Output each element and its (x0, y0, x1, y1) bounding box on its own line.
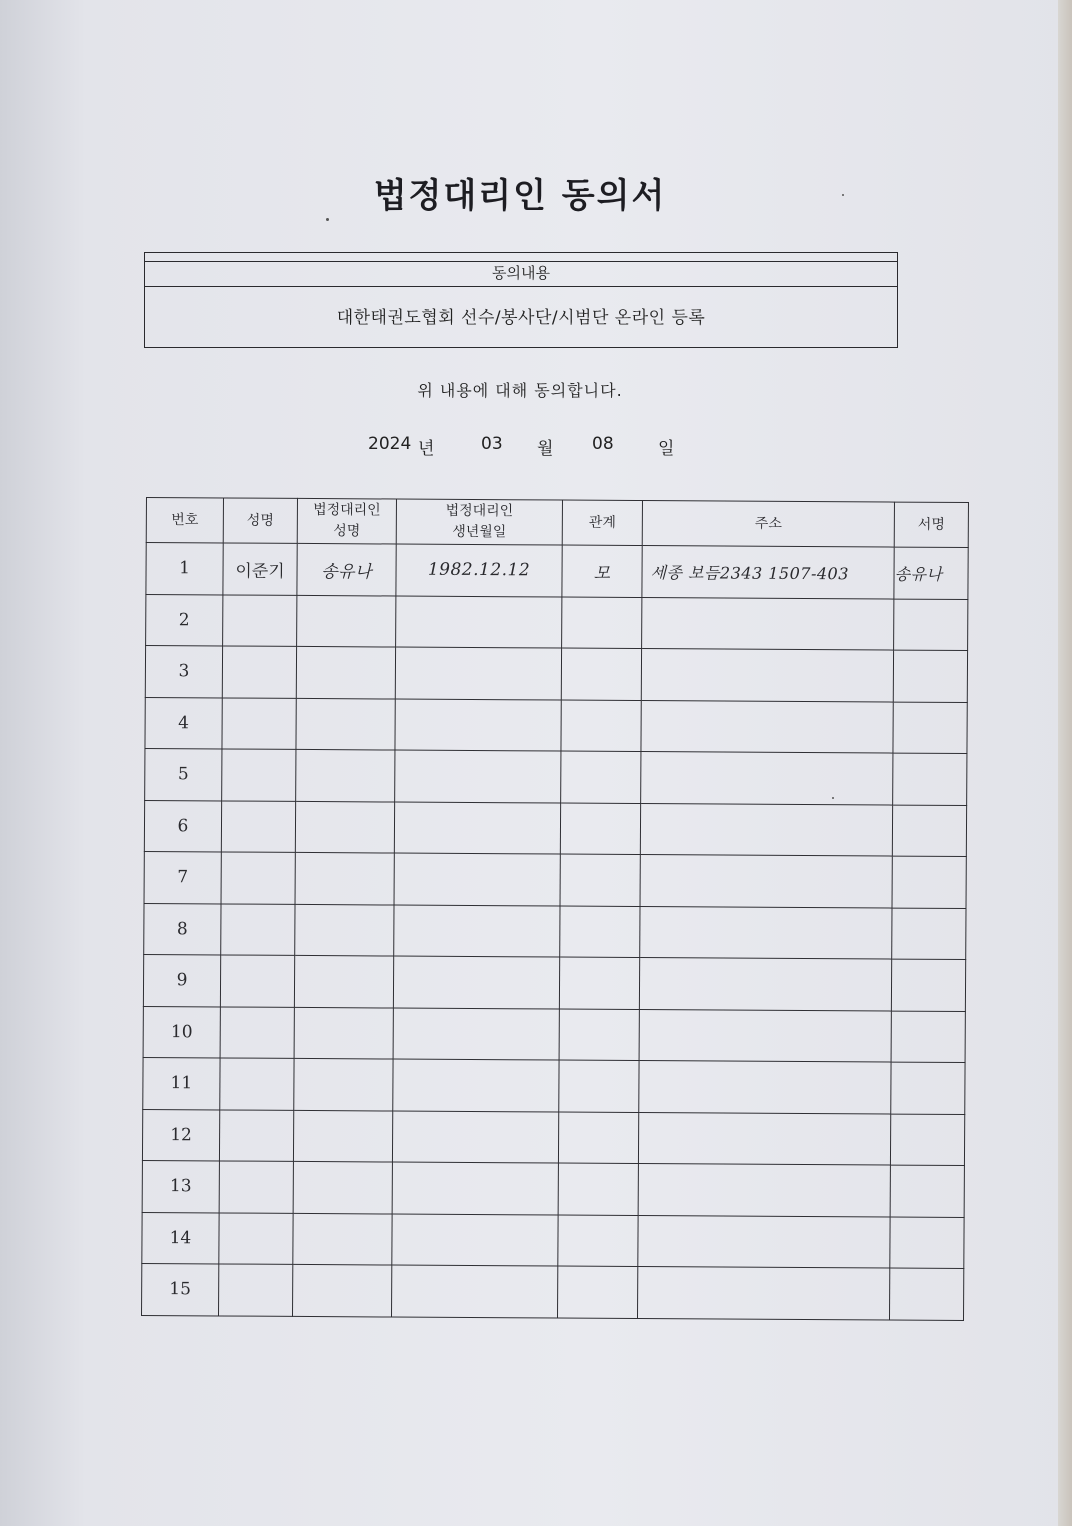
row-guardian-name (296, 749, 395, 801)
row-name (220, 955, 294, 1007)
row-name (221, 800, 295, 852)
row-relation (560, 803, 640, 855)
row-guardian-name (293, 1213, 392, 1265)
row-relation (561, 700, 641, 752)
table-row (142, 1212, 964, 1269)
row-address (639, 1061, 891, 1114)
row-guardian-birth (393, 1059, 559, 1112)
row-name (222, 646, 296, 698)
date-day-unit: 일 (658, 439, 675, 459)
row-signature (890, 1114, 964, 1166)
header-address: 주소 (642, 501, 894, 548)
row-address (640, 906, 892, 959)
row-number: 4 (145, 697, 222, 749)
row-relation: 모 (562, 545, 642, 597)
row-address (639, 1009, 891, 1062)
row-relation (557, 1266, 637, 1318)
header-guardian-birth: 법정대리인 생년월일 (396, 499, 562, 545)
row-signature (889, 1268, 963, 1320)
row-number: 7 (144, 851, 221, 903)
row-address (641, 700, 893, 753)
row-guardian-name (295, 852, 394, 904)
row-number: 15 (142, 1263, 219, 1315)
paper-speck (326, 218, 329, 221)
row-relation (560, 854, 640, 906)
row-number: 12 (142, 1109, 219, 1161)
table-row (142, 1263, 964, 1320)
date-month-unit: 월 (537, 439, 554, 459)
row-relation (562, 597, 642, 649)
row-name (222, 749, 296, 801)
row-name (219, 1212, 293, 1264)
consent-text: 대한태권도협회 선수/봉사단/시범단 온라인 등록 (336, 308, 706, 328)
row-number: 6 (144, 800, 221, 852)
row-signature: 송유나 (894, 547, 968, 599)
row-address (638, 1215, 890, 1268)
row-guardian-name (293, 1110, 392, 1162)
table-row (145, 646, 967, 703)
row-signature (894, 599, 968, 651)
row-guardian-name (293, 1264, 392, 1316)
row-guardian-name (294, 955, 393, 1007)
row-number: 14 (142, 1212, 219, 1264)
row-relation (558, 1112, 638, 1164)
row-guardian-birth: 1982.12.12 (396, 544, 562, 597)
row-number: 10 (143, 1006, 220, 1058)
row-signature (892, 908, 966, 960)
consent-box (144, 252, 898, 348)
row-guardian-birth (393, 1008, 559, 1061)
paper-speck (832, 797, 834, 799)
row-address: 세종 보듬2343 1507-403 (642, 546, 894, 599)
row-number: 8 (144, 903, 221, 955)
table-row (142, 1160, 964, 1217)
row-name (222, 697, 296, 749)
row-name (223, 594, 297, 646)
table-row (142, 1109, 964, 1166)
row-signature (892, 805, 966, 857)
row-guardian-birth (395, 647, 561, 700)
consent-header: 동의내용 (145, 261, 897, 287)
row-relation (559, 957, 639, 1009)
row-relation (561, 751, 641, 803)
row-number: 9 (143, 954, 220, 1006)
row-signature (893, 702, 967, 754)
paper-speck (842, 194, 844, 196)
table-row (144, 851, 966, 908)
row-name (221, 852, 295, 904)
page-title: 법정대리인 동의서 (373, 176, 667, 216)
row-signature (891, 1062, 965, 1114)
row-guardian-name (295, 904, 394, 956)
table-row (146, 594, 968, 651)
row-guardian-birth (393, 956, 559, 1009)
row-guardian-name (296, 698, 395, 750)
row-relation (561, 648, 641, 700)
table-row (144, 800, 966, 857)
row-guardian-birth (392, 1214, 558, 1267)
row-relation (560, 906, 640, 958)
row-relation (558, 1215, 638, 1267)
row-guardian-birth (394, 802, 560, 855)
header-signature: 서명 (894, 502, 968, 547)
table-header-row (146, 498, 968, 548)
row-guardian-name (295, 801, 394, 853)
row-address (642, 597, 894, 650)
row-number: 2 (146, 594, 223, 646)
table-row (146, 543, 968, 600)
table-row (143, 1006, 965, 1063)
row-guardian-birth (394, 853, 560, 906)
row-address (640, 803, 892, 856)
row-address (641, 649, 893, 702)
row-relation (558, 1163, 638, 1215)
guardian-table (141, 497, 969, 1321)
row-guardian-name (294, 1058, 393, 1110)
row-guardian-name (293, 1161, 392, 1213)
row-number: 11 (143, 1057, 220, 1109)
row-signature (891, 1011, 965, 1063)
row-name (219, 1109, 293, 1161)
row-signature (893, 650, 967, 702)
row-guardian-birth (396, 596, 562, 649)
row-address (639, 958, 891, 1011)
row-guardian-name: 송유나 (297, 543, 396, 595)
row-address (640, 855, 892, 908)
row-name (220, 1058, 294, 1110)
row-guardian-birth (392, 1162, 558, 1215)
row-guardian-name (296, 646, 395, 698)
row-guardian-birth (392, 1111, 558, 1164)
header-name: 성명 (223, 498, 297, 543)
date-year-unit: 년 (418, 439, 435, 459)
row-name (220, 1006, 294, 1058)
row-address (637, 1267, 889, 1320)
row-address (641, 752, 893, 805)
row-signature (890, 1217, 964, 1269)
agree-statement: 위 내용에 대해 동의합니다. (417, 381, 623, 400)
table-row (143, 1057, 965, 1114)
row-guardian-name (297, 595, 396, 647)
row-address (638, 1164, 890, 1217)
row-name (221, 903, 295, 955)
row-signature (893, 753, 967, 805)
header-guardian-name: 법정대리인 성명 (297, 498, 396, 544)
row-relation (559, 1060, 639, 1112)
row-signature (892, 856, 966, 908)
row-guardian-birth (394, 905, 560, 958)
row-number: 5 (145, 748, 222, 800)
background-edge (1058, 0, 1072, 1526)
table-row (143, 954, 965, 1011)
row-name (219, 1161, 293, 1213)
row-guardian-name (294, 1007, 393, 1059)
header-relation: 관계 (562, 500, 642, 545)
table-row (144, 903, 966, 960)
row-guardian-birth (395, 750, 561, 803)
row-address (638, 1112, 890, 1165)
row-number: 1 (146, 543, 223, 595)
row-guardian-birth (391, 1265, 557, 1318)
row-guardian-birth (395, 699, 561, 752)
date-day: 08 (592, 434, 614, 454)
row-number: 3 (145, 646, 222, 698)
date-month: 03 (481, 434, 503, 454)
row-name: 이준기 (223, 543, 297, 595)
table-row (145, 697, 967, 754)
date-year: 2024 (368, 434, 412, 454)
row-signature (890, 1165, 964, 1217)
row-number: 13 (142, 1160, 219, 1212)
row-signature (891, 959, 965, 1011)
table-row (145, 748, 967, 805)
row-relation (559, 1009, 639, 1061)
header-number: 번호 (146, 498, 223, 543)
row-name (219, 1264, 293, 1316)
table-body (142, 543, 969, 1321)
